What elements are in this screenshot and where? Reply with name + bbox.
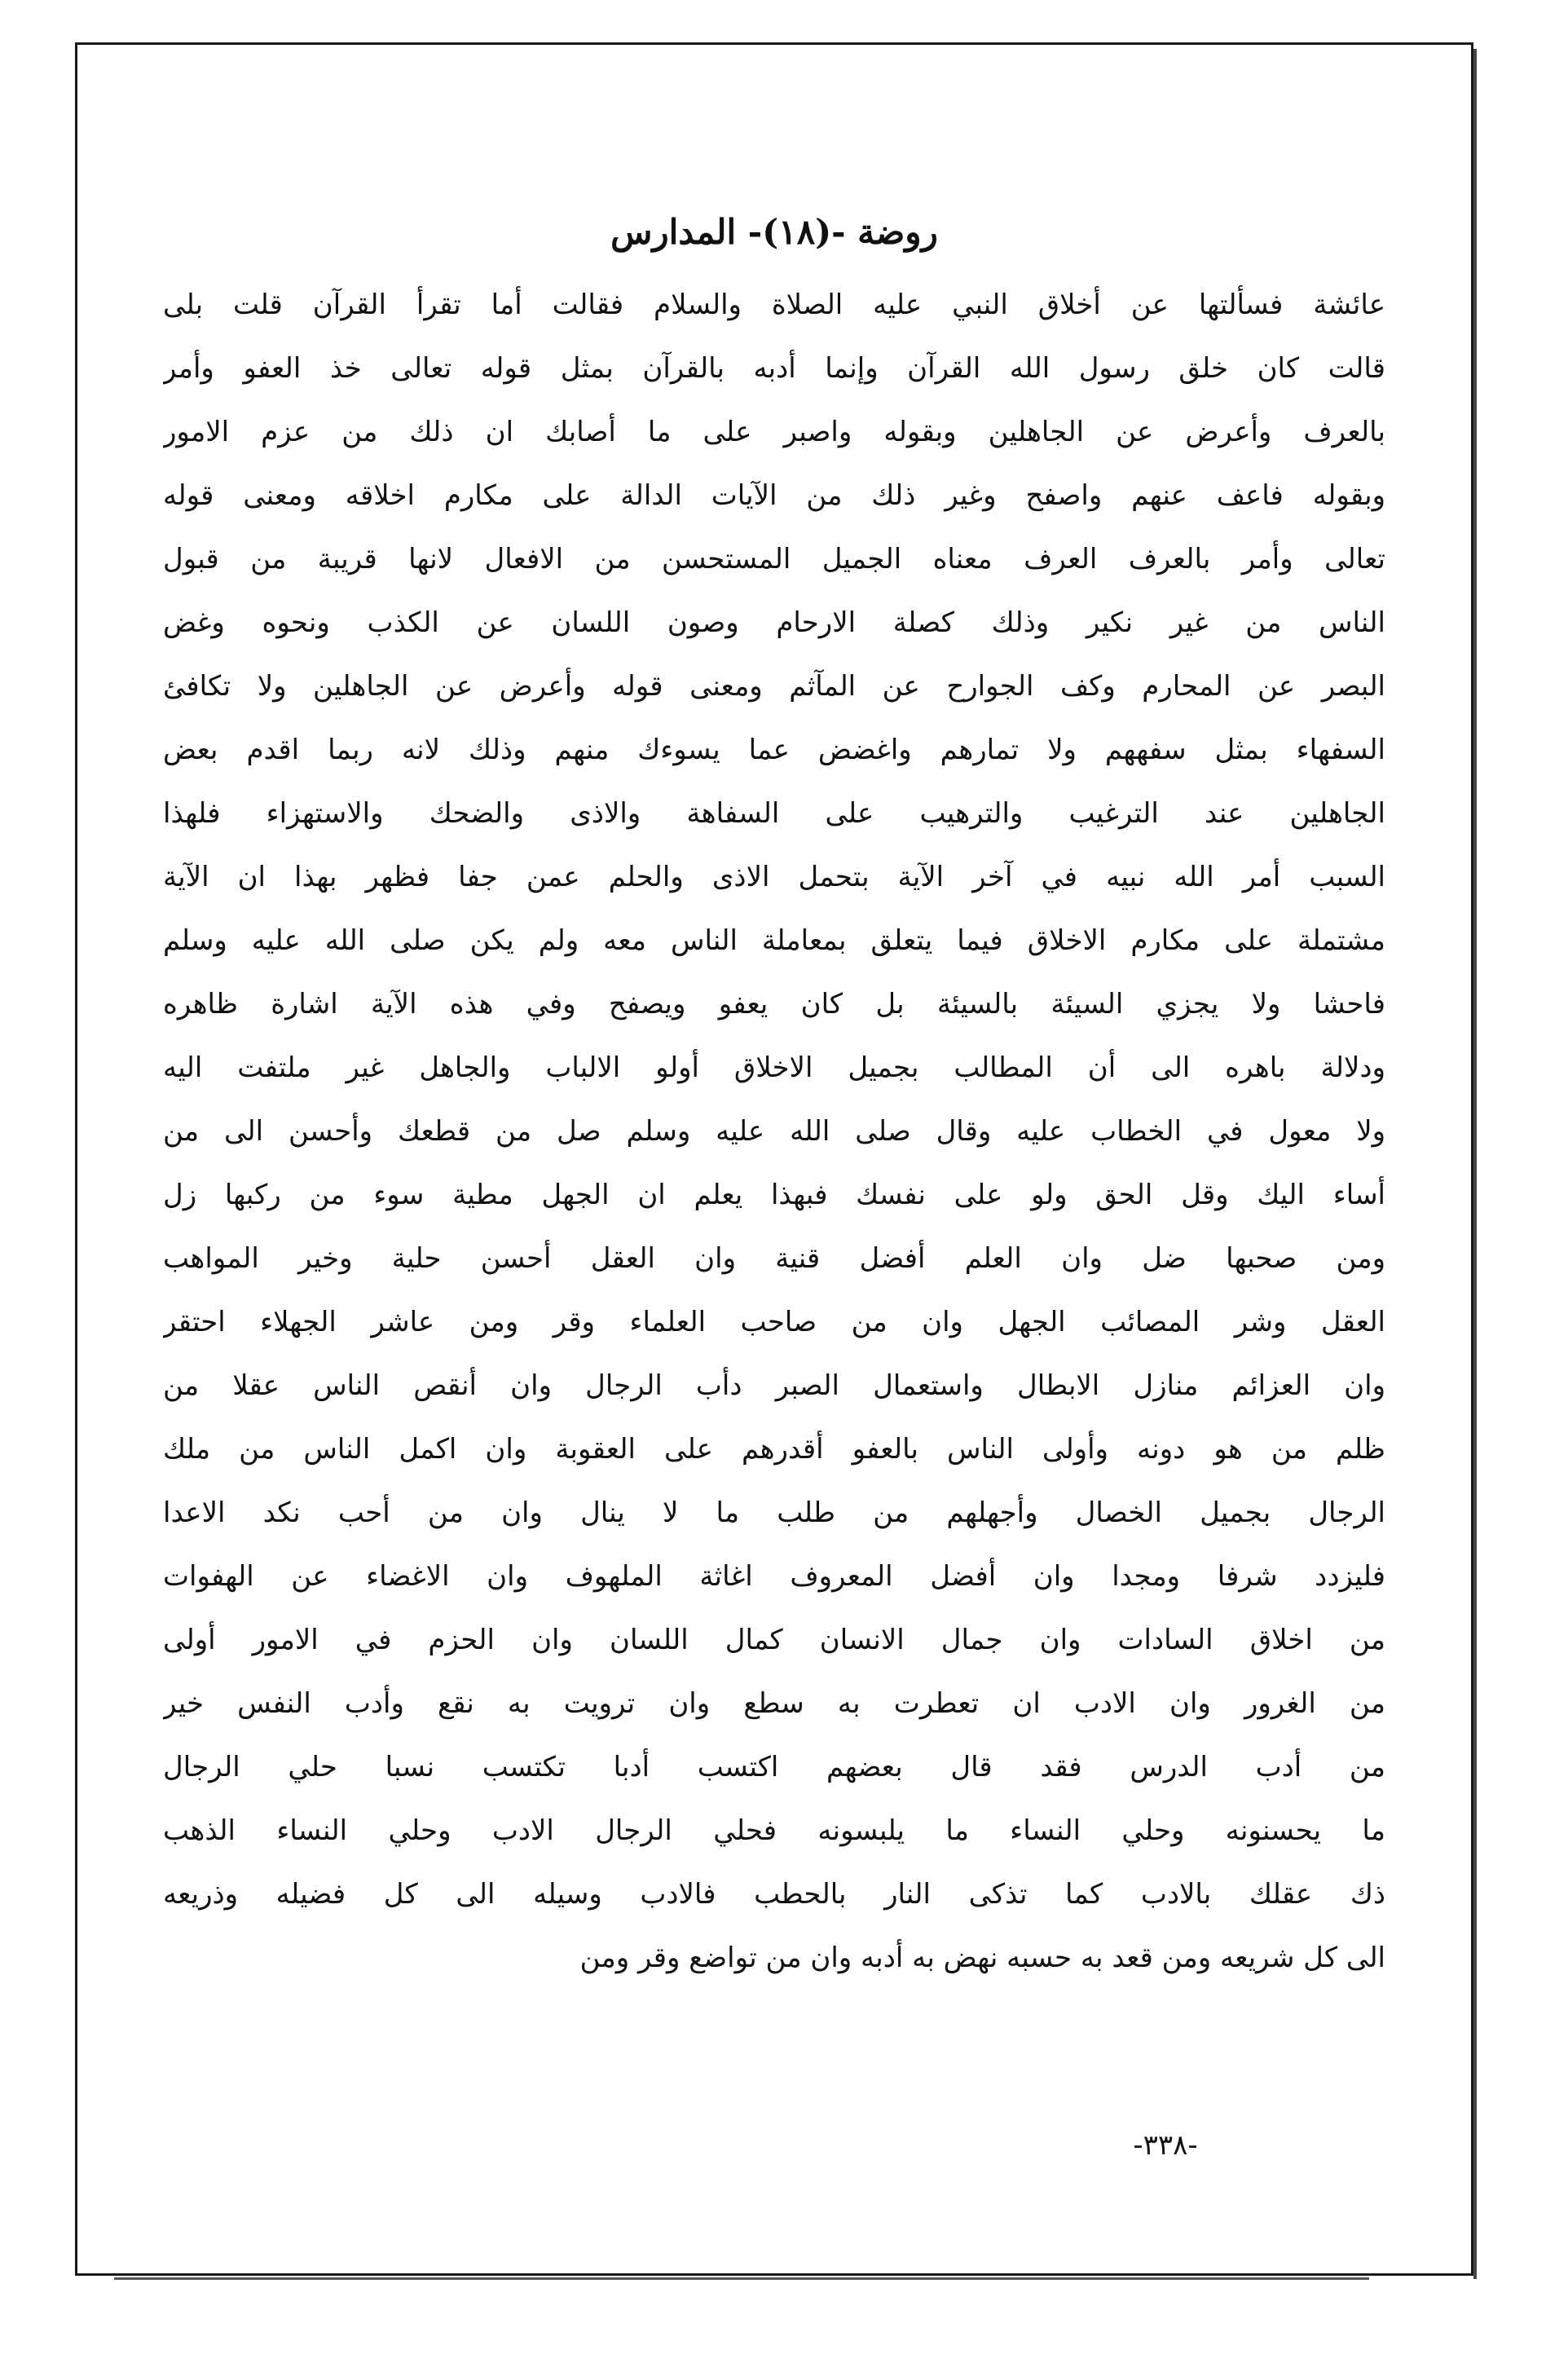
text-line: ما يحسنونه وحلي النساء ما يلبسونه فحلي الرجال الادب وحلي النساء الذهب	[163, 1814, 1385, 1847]
text-line: من الغرور وان الادب ان تعطرت به سطع وان ترويت به نقع وأدب النفس خير	[163, 1687, 1385, 1720]
text-line: ودلالة باهره الى أن المطالب بجميل الاخلاق أولو الالباب والجاهل غير ملتفت اليه	[163, 1051, 1385, 1084]
text-line: الرجال بجميل الخصال وأجهلهم من طلب ما لا ينال وان من أحب نكد الاعدا	[163, 1497, 1385, 1529]
text-line: السبب أمر الله نبيه في آخر الآية بتحمل الاذى والحلم عمن جفا فظهر بهذا ان الآية	[163, 861, 1385, 893]
text-line: وبقوله فاعف عنهم واصفح وغير ذلك من الآيات الدالة على مكارم اخلاقه ومعنى قوله	[163, 479, 1385, 512]
text-line: من أدب الدرس فقد قال بعضهم اكتسب أدبا تكتسب نسبا حلي الرجال	[163, 1751, 1385, 1783]
text-line: فليزدد شرفا ومجدا وان أفضل المعروف اغاثة الملهوف وان الاغضاء عن الهفوات	[163, 1560, 1385, 1593]
text-line: فاحشا ولا يجزي السيئة بالسيئة بل كان يعفو ويصفح وفي هذه الآية اشارة ظاهره	[163, 988, 1385, 1021]
text-line: الجاهلين عند الترغيب والترهيب على السفاهة والاذى والضحك والاستهزاء فلهذا	[163, 797, 1385, 830]
text-line: قالت كان خلق رسول الله القرآن وإنما أدبه بالقرآن بمثل قوله تعالى خذ العفو وأمر	[163, 352, 1385, 385]
text-line: وان العزائم منازل الابطال واستعمال الصبر دأب الرجال وان أنقص الناس عقلا من	[163, 1369, 1385, 1402]
text-line: ظلم من هو دونه وأولى الناس بالعفو أقدرهم على العقوبة وان اكمل الناس من ملك	[163, 1433, 1385, 1466]
frame-edge-right	[1473, 49, 1477, 2279]
body-text	[163, 273, 1385, 1990]
frame-edge-bottom	[114, 2277, 1369, 2280]
text-line: بالعرف وأعرض عن الجاهلين وبقوله واصبر على ما أصابك ان ذلك من عزم الامور	[163, 416, 1385, 448]
text-line: عائشة فسألتها عن أخلاق النبي عليه الصلاة والسلام فقالت أما تقرأ القرآن قلت بلى	[163, 289, 1385, 321]
text-line: مشتملة على مكارم الاخلاق فيما يتعلق بمعاملة الناس معه ولم يكن صلى الله عليه وسلم	[163, 924, 1385, 957]
text-line: البصر عن المحارم وكف الجوارح عن المآثم ومعنى قوله وأعرض عن الجاهلين ولا تكافئ	[163, 670, 1385, 703]
text-line: تعالى وأمر بالعرف العرف معناه الجميل المستحسن من الافعال لانها قريبة من قبول	[163, 543, 1385, 575]
text-line: من اخلاق السادات وان جمال الانسان كمال اللسان وان الحزم في الامور أولى	[163, 1624, 1385, 1656]
text-line: العقل وشر المصائب الجهل وان من صاحب العلماء وقر ومن عاشر الجهلاء احتقر	[163, 1306, 1385, 1338]
text-line: الناس من غير نكير وذلك كصلة الارحام وصون اللسان عن الكذب ونحوه وغض	[163, 606, 1385, 639]
text-line: ومن صحبها ضل وان العلم أفضل قنية وان العقل أحسن حلية وخير المواهب	[163, 1242, 1385, 1275]
page-number: -٣٣٨-	[1133, 2129, 1198, 2162]
text-line: السفهاء بمثل سفههم ولا تمارهم واغضض عما يسوءك منهم وذلك لانه ربما اقدم بعض	[163, 734, 1385, 766]
text-line: ولا معول في الخطاب عليه وقال صلى الله عليه وسلم صل من قطعك وأحسن الى من	[163, 1115, 1385, 1148]
running-header: روضة -(١٨)- المدارس	[610, 212, 938, 252]
text-line: ذك عقلك بالادب كما تذكى النار بالحطب فالادب وسيله الى كل فضيله وذريعه	[163, 1878, 1385, 1911]
text-line: أساء اليك وقل الحق ولو على نفسك فبهذا يعلم ان الجهل مطية سوء من ركبها زل	[163, 1179, 1385, 1211]
text-line: الى كل شريعه ومن قعد به حسبه نهض به أدبه وان من تواضع وقر ومن	[579, 1942, 1385, 1974]
